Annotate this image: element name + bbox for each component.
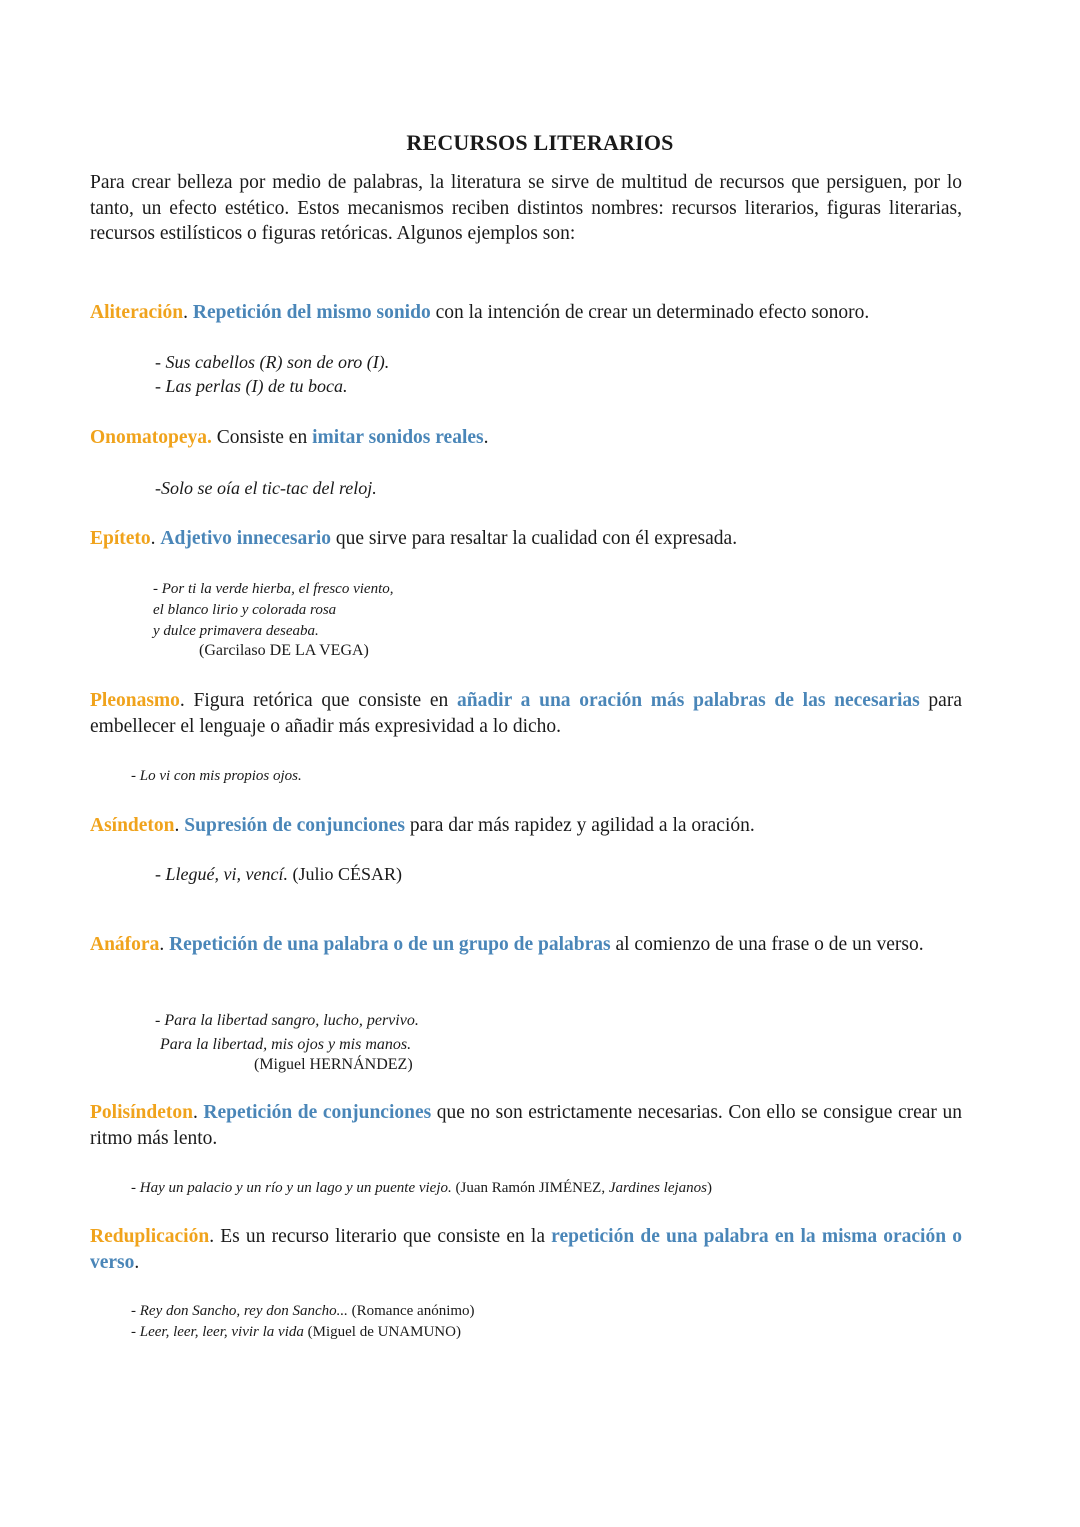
- punctuation: .: [159, 934, 170, 955]
- polisindeton-example: [131, 1178, 712, 1199]
- example-line: Para la libertad, mis ojos y mis manos.: [160, 1036, 412, 1053]
- polisindeton-rest: que no son estrictamente necesarias. Con ello se consigue crear un ritmo más lento.: [90, 1102, 962, 1149]
- polisindeton-term: Polisíndeton: [90, 1102, 193, 1123]
- aliteracion-key: Repetición del mismo sonido: [192, 302, 431, 323]
- reduplicacion-author2: (Miguel de UNAMUNO): [303, 1324, 461, 1340]
- reduplicacion-post: .: [134, 1251, 140, 1273]
- reduplicacion-term: Reduplicación: [90, 1226, 210, 1247]
- example-line: - Lo vi con mis propios ojos.: [131, 768, 302, 784]
- reduplicacion-examples: [131, 1301, 475, 1343]
- example-text: - Rey don Sancho, rey don Sancho...: [131, 1303, 348, 1319]
- polisindeton-work: Jardines lejanos: [608, 1180, 708, 1196]
- reduplicacion-key: repetición de una palabra en la misma oración o verso: [90, 1226, 962, 1273]
- pleonasmo-key: añadir a una oración más palabras de las necesarias: [456, 690, 920, 711]
- pleonasmo-example: [131, 766, 302, 787]
- polisindeton-author-pre: (Juan Ramón JIMÉNEZ,: [451, 1180, 609, 1196]
- reduplicacion-pre: . Es un recurso literario que consiste en la: [209, 1226, 552, 1247]
- anafora-author: (Miguel HERNÁNDEZ): [254, 1056, 413, 1073]
- reduplicacion-definition: [90, 1224, 962, 1275]
- onomatopeya-post: .: [483, 427, 489, 448]
- onomatopeya-definition: [90, 425, 962, 451]
- asindeton-key: Supresión de conjunciones: [184, 815, 405, 836]
- example-line: - Las perlas (I) de tu boca.: [155, 376, 348, 396]
- pleonasmo-definition: [90, 688, 962, 739]
- epiteto-key: Adjetivo innecesario: [160, 528, 332, 549]
- epiteto-definition: [90, 526, 962, 552]
- punctuation: .: [192, 1102, 204, 1123]
- polisindeton-definition: [90, 1100, 962, 1151]
- example-line: - Llegué, vi, vencí.: [155, 864, 288, 884]
- onomatopeya-pre: Consiste en: [211, 427, 313, 448]
- polisindeton-author-post: ): [707, 1180, 713, 1196]
- epiteto-examples: [153, 579, 394, 642]
- example-line: el blanco lirio y colorada rosa: [153, 602, 337, 618]
- aliteracion-term: Aliteración: [90, 302, 184, 323]
- asindeton-author: (Julio CÉSAR): [287, 864, 402, 884]
- page-title: RECURSOS LITERARIOS: [406, 130, 674, 155]
- anafora-rest: al comienzo de una frase o de un verso.: [610, 934, 924, 955]
- aliteracion-definition: [90, 300, 962, 326]
- anafora-term: Anáfora: [90, 934, 160, 955]
- example-line: - Para la libertad sangro, lucho, pervivo.: [155, 1012, 419, 1029]
- anafora-examples: [155, 1009, 419, 1057]
- polisindeton-key: Repetición de conjunciones: [203, 1102, 432, 1123]
- onomatopeya-term: Onomatopeya.: [90, 427, 212, 448]
- aliteracion-examples: [155, 350, 389, 398]
- anafora-key: Repetición de una palabra o de un grupo de palabras: [169, 934, 611, 955]
- punctuation: .: [150, 528, 161, 549]
- example-line: - Hay un palacio y un río y un lago y un puente viejo.: [131, 1180, 452, 1196]
- epiteto-author: (Garcilaso DE LA VEGA): [199, 642, 369, 659]
- punctuation: .: [174, 815, 185, 836]
- example-line: [131, 1301, 475, 1322]
- anafora-definition: [90, 932, 962, 958]
- epiteto-rest: que sirve para resaltar la cualidad con él expresada.: [331, 528, 738, 549]
- example-text: - Leer, leer, leer, vivir la vida: [131, 1324, 304, 1340]
- punctuation: .: [183, 302, 193, 323]
- example-line: y dulce primavera deseaba.: [153, 623, 319, 639]
- intro-paragraph: Para crear belleza por medio de palabras, la literatura se sirve de multitud de recursos que persiguen, por lo tanto, un efecto estético. Estos mecanismos reciben distintos nombres: recursos literarios, figuras literarias, recursos estilísticos o figuras retóricas. Algunos ejemplos son:: [90, 172, 962, 244]
- epiteto-term: Epíteto: [90, 528, 151, 549]
- example-line: -Solo se oía el tic-tac del reloj.: [155, 478, 377, 498]
- onomatopeya-example: [155, 476, 377, 500]
- asindeton-term: Asíndeton: [90, 815, 175, 836]
- asindeton-rest: para dar más rapidez y agilidad a la oración.: [404, 815, 755, 836]
- reduplicacion-author1: (Romance anónimo): [347, 1303, 475, 1319]
- onomatopeya-key: imitar sonidos reales: [312, 427, 484, 448]
- asindeton-definition: [90, 813, 962, 839]
- example-line: [131, 1322, 475, 1343]
- pleonasmo-rest: para embellecer el lenguaje o añadir más expresividad a lo dicho.: [90, 690, 962, 737]
- example-line: - Por ti la verde hierba, el fresco viento,: [153, 581, 394, 597]
- aliteracion-rest: con la intención de crear un determinado efecto sonoro.: [430, 302, 870, 323]
- pleonasmo-pre: . Figura retórica que consiste en: [179, 690, 457, 711]
- example-line: - Sus cabellos (R) son de oro (I).: [155, 352, 390, 372]
- pleonasmo-term: Pleonasmo: [90, 690, 180, 711]
- asindeton-example: [155, 862, 402, 886]
